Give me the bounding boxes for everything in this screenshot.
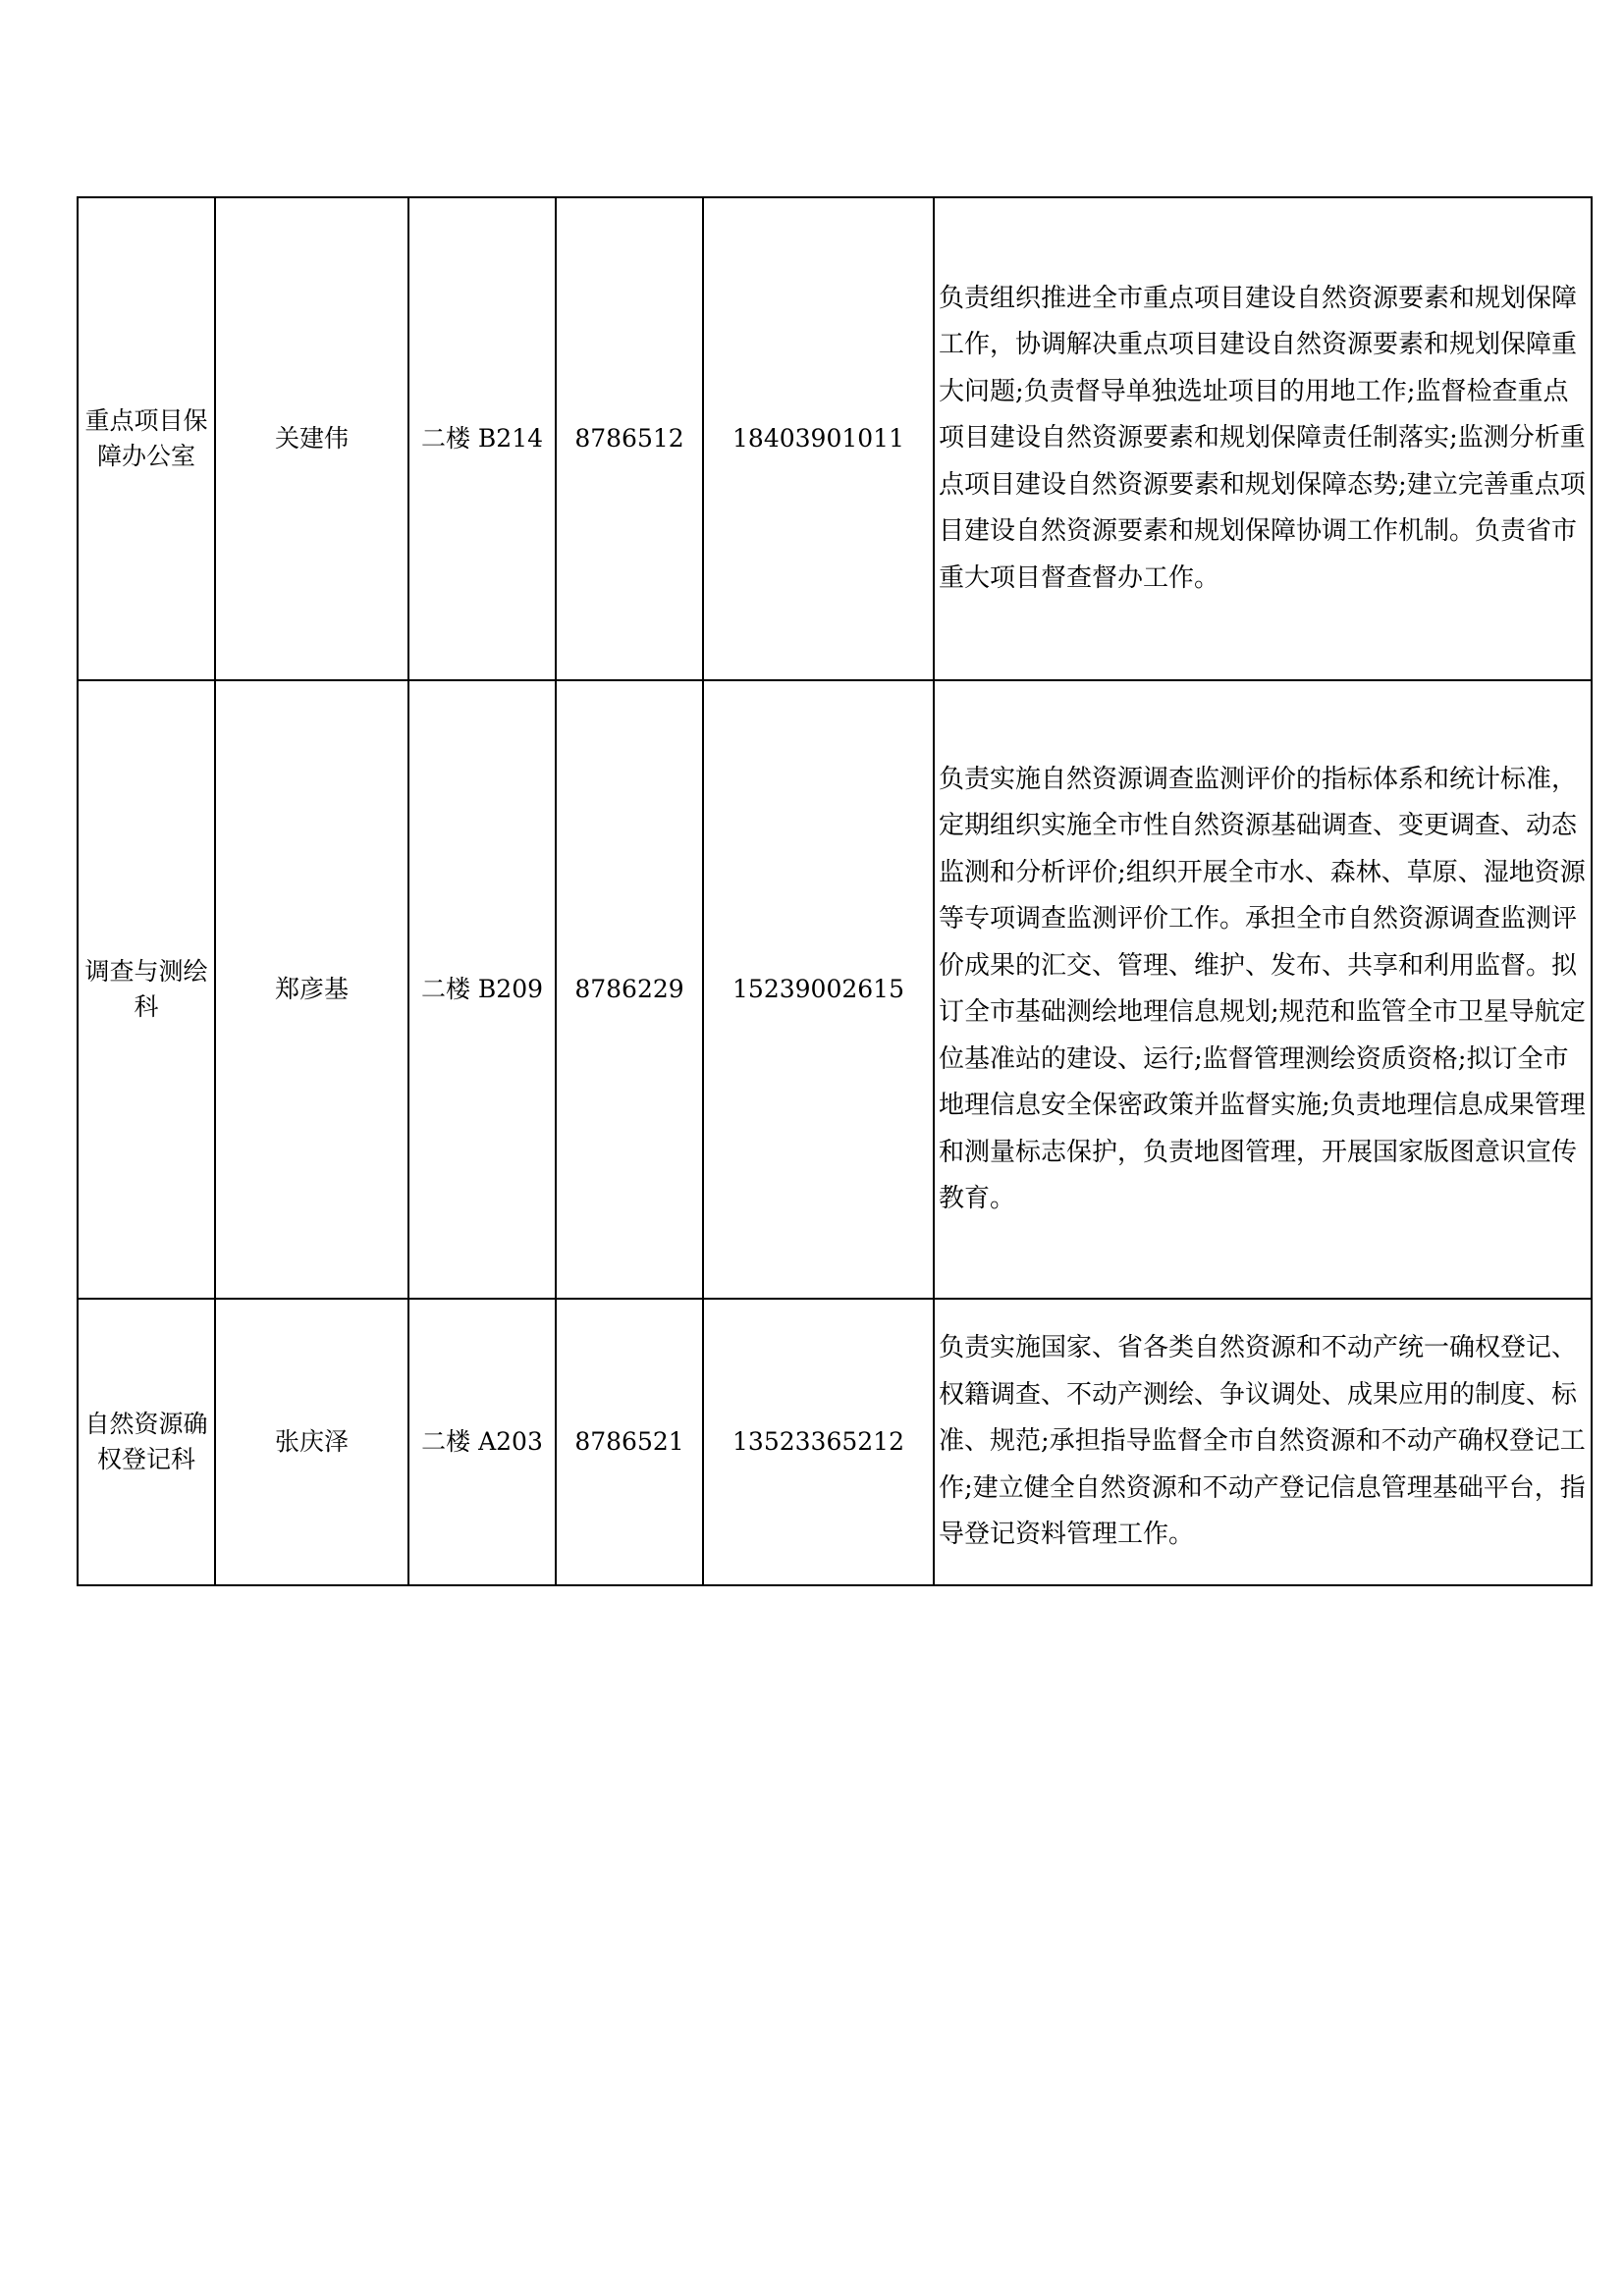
office-location: 二楼 B214	[408, 197, 556, 680]
mobile-phone: 13523365212	[703, 1299, 934, 1585]
department-name: 调查与测绘科	[78, 680, 215, 1299]
table-row	[78, 197, 1592, 680]
mobile-phone: 18403901011	[703, 197, 934, 680]
person-name: 郑彦基	[215, 680, 408, 1299]
person-name: 张庆泽	[215, 1299, 408, 1585]
office-phone: 8786512	[556, 197, 703, 680]
office-location: 二楼 A203	[408, 1299, 556, 1585]
table-row	[78, 680, 1592, 1299]
office-location: 二楼 B209	[408, 680, 556, 1299]
duties-text: 负责实施自然资源调查监测评价的指标体系和统计标准，定期组织实施全市性自然资源基础调查、变更调查、动态监测和分析评价;组织开展全市水、森林、草原、湿地资源等专项调查监测评价工作。承担全市自然资源调查监测评价成果的汇交、管理、维护、发布、共享和利用监督。拟订全市基础测绘地理信息规划;规范和监管全市卫星导航定位基准站的建设、运行;监督管理测绘资质资格;拟订全市地理信息安全保密政策并监督实施;负责地理信息成果管理和测量标志保护，负责地图管理，开展国家版图意识宣传教育。	[934, 680, 1592, 1299]
office-phone: 8786229	[556, 680, 703, 1299]
department-table	[77, 196, 1593, 1586]
person-name: 关建伟	[215, 197, 408, 680]
department-name: 自然资源确权登记科	[78, 1299, 215, 1585]
department-name: 重点项目保障办公室	[78, 197, 215, 680]
duties-text: 负责实施国家、省各类自然资源和不动产统一确权登记、权籍调查、不动产测绘、争议调处、成果应用的制度、标准、规范;承担指导监督全市自然资源和不动产确权登记工作;建立健全自然资源和不动产登记信息管理基础平台，指导登记资料管理工作。	[934, 1299, 1592, 1585]
table-row	[78, 1299, 1592, 1585]
mobile-phone: 15239002615	[703, 680, 934, 1299]
duties-text: 负责组织推进全市重点项目建设自然资源要素和规划保障工作，协调解决重点项目建设自然资源要素和规划保障重大问题;负责督导单独选址项目的用地工作;监督检查重点项目建设自然资源要素和规划保障责任制落实;监测分析重点项目建设自然资源要素和规划保障态势;建立完善重点项目建设自然资源要素和规划保障协调工作机制。负责省市重大项目督查督办工作。	[934, 197, 1592, 680]
office-phone: 8786521	[556, 1299, 703, 1585]
